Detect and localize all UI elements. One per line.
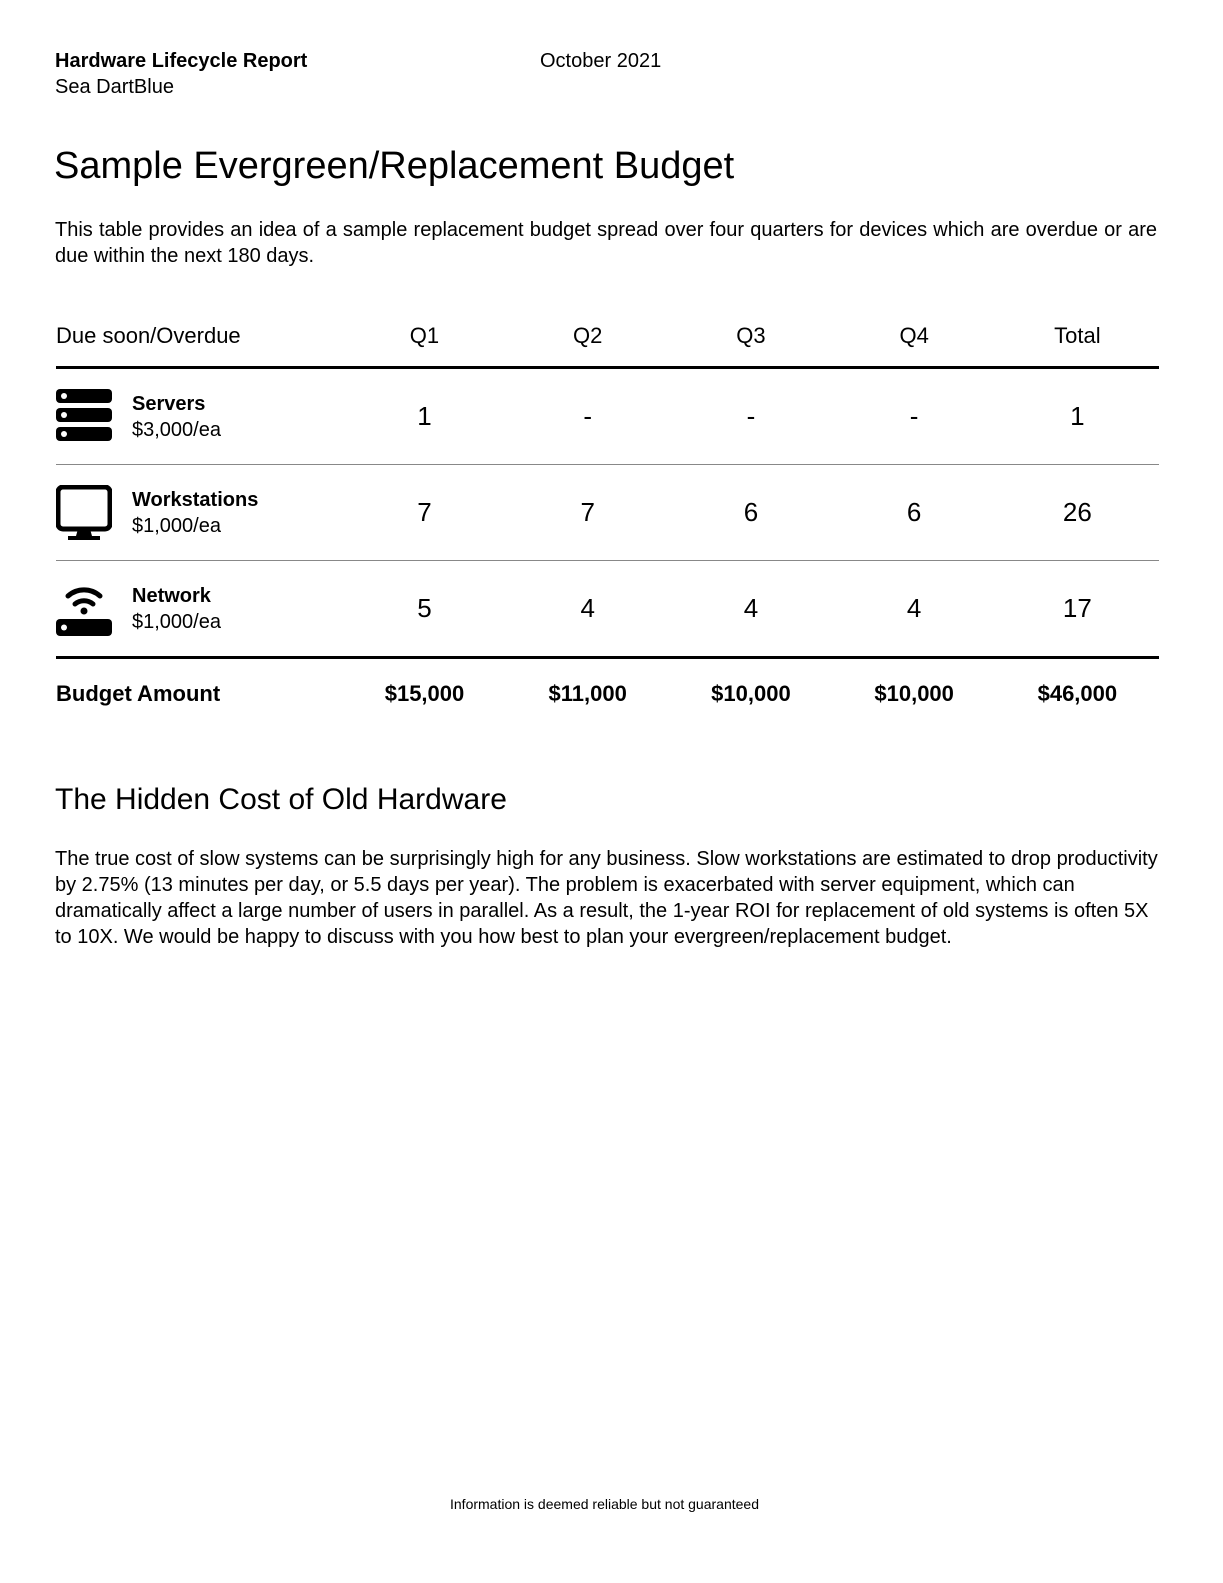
table-cell: - — [746, 401, 756, 431]
footer-disclaimer: Information is deemed reliable but not guaranteed — [450, 1496, 759, 1512]
monitor-icon — [56, 485, 112, 541]
section-paragraph: The true cost of slow systems can be surprisingly high for any business. Slow workstations are estimated to drop productivity by 2.75% (13 minutes per day, or 5.5 days per year). The problem is exacerbated with server equipment, which can dramatically affect a large number of users in parallel. As a result, the 1-year ROI for replacement of old systems is often 5X to 10X. We would be happy to discuss with you how best to plan your evergreen/replacement budget. — [55, 848, 1158, 948]
report-header — [55, 48, 307, 100]
server-icon — [56, 389, 112, 445]
report-date: October 2021 — [540, 50, 662, 72]
column-header: Q4 — [899, 323, 929, 348]
table-cell: - — [583, 401, 593, 431]
table-cell: 4 — [580, 593, 595, 623]
report-title: Hardware Lifecycle Report — [55, 50, 308, 72]
budget-total-row — [56, 659, 1159, 729]
total-cell: $46,000 — [1037, 681, 1118, 706]
table-cell: 4 — [743, 593, 759, 623]
table-row — [56, 465, 1159, 561]
intro-paragraph: This table provides an idea of a sample replacement budget spread over four quarters for devices which are overdue or are due within the next 180 days. — [55, 219, 1157, 267]
total-cell: $10,000 — [711, 681, 791, 706]
row-label — [56, 485, 343, 541]
table-cell: - — [909, 401, 919, 431]
total-cell: $11,000 — [548, 681, 627, 706]
section-heading: The Hidden Cost of Old Hardware — [55, 783, 507, 816]
column-header: Q2 — [573, 323, 603, 348]
company-name: Sea DartBlue — [55, 76, 174, 98]
table-cell: 7 — [580, 497, 595, 527]
row-label — [56, 389, 343, 445]
table-cell: 26 — [1062, 497, 1092, 527]
item-price: $1,000/ea — [132, 610, 221, 633]
table-cell: 7 — [417, 497, 432, 527]
table-cell: 4 — [906, 593, 922, 623]
total-cell: $10,000 — [874, 681, 954, 706]
table-cell: 1 — [417, 401, 432, 431]
row-label — [56, 581, 343, 637]
item-price: $3,000/ea — [132, 418, 221, 441]
item-name: Network — [132, 584, 211, 607]
column-header: Q1 — [409, 323, 440, 348]
table-cell: 17 — [1062, 593, 1092, 623]
column-header: Total — [1054, 323, 1101, 348]
table-row — [56, 561, 1159, 659]
table-cell: 5 — [417, 593, 432, 623]
table-header-row — [56, 306, 1159, 369]
table-row — [56, 369, 1159, 465]
table-cell: 6 — [906, 497, 922, 527]
table-cell: 1 — [1070, 401, 1085, 431]
router-icon — [56, 581, 112, 637]
total-label: Budget Amount — [56, 681, 221, 706]
page-title: Sample Evergreen/Replacement Budget — [54, 145, 735, 187]
column-header: Due soon/Overdue — [56, 323, 241, 348]
item-name: Servers — [132, 392, 206, 415]
item-name: Workstations — [132, 488, 259, 511]
table-cell: 6 — [743, 497, 759, 527]
item-price: $1,000/ea — [132, 514, 221, 537]
budget-table — [56, 306, 1159, 729]
total-cell: $15,000 — [384, 681, 465, 706]
column-header: Q3 — [736, 323, 766, 348]
